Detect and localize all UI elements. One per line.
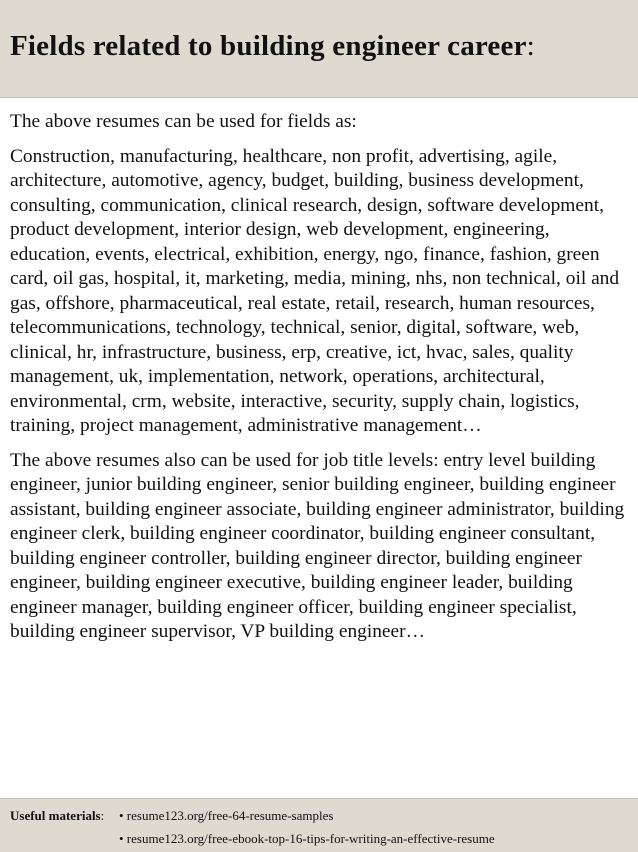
intro-text: The above resumes can be used for fields as: (10, 111, 357, 132)
fields-paragraph: Construction, manufacturing, healthcare, non profit, advertising, agile, architecture, automotive, agency, budget, building, business development, consulting, communication, clinical research, design, software development, product development, interior design, web development, engineering, education, events, electrical, exhibition, energy, ngo, finance, fashion, green card, oil gas, hospital, it, marketing, media, mining, nhs, non technical, oil and gas, offshore, pharmaceutical, real estate, retail, research, human resources, telecommunications, technology, technical, senior, digital, software, web, clinical, hr, infrastructure, business, erp, creative, ict, hvac, sales, quality management, uk, implementation, network, operations, architectural, environmental, crm, website, interactive, security, supply chain, logistics, training, project management, administrative management… (10, 145, 620, 436)
footer-label-colon: : (100, 808, 105, 823)
page-title-colon: : (526, 30, 535, 62)
footer-link-ebook-tips[interactable]: • resume123.org/free-ebook-top-16-tips-for-writing-an-effective-resume (119, 831, 495, 846)
page-title-text: Fields related to building engineer career (10, 30, 527, 62)
footer-link-resume-samples[interactable]: • resume123.org/free-64-resume-samples (119, 808, 334, 823)
main-content (10, 110, 632, 655)
footer-label (10, 808, 104, 824)
page-title (10, 30, 535, 63)
footer-label-text: Useful materials (10, 808, 101, 823)
job-levels-paragraph: The above resumes also can be used for job title levels: entry level building engineer, junior building engineer, senior building engineer, building engineer assistant, building engineer associate, building engineer administrator, building engineer clerk, building engineer coordinator, building engineer consultant, building engineer controller, building engineer director, building engineer engineer, building engineer executive, building engineer leader, building engineer manager, building engineer officer, building engineer specialist, building engineer supervisor, VP building engineer… (10, 449, 625, 642)
